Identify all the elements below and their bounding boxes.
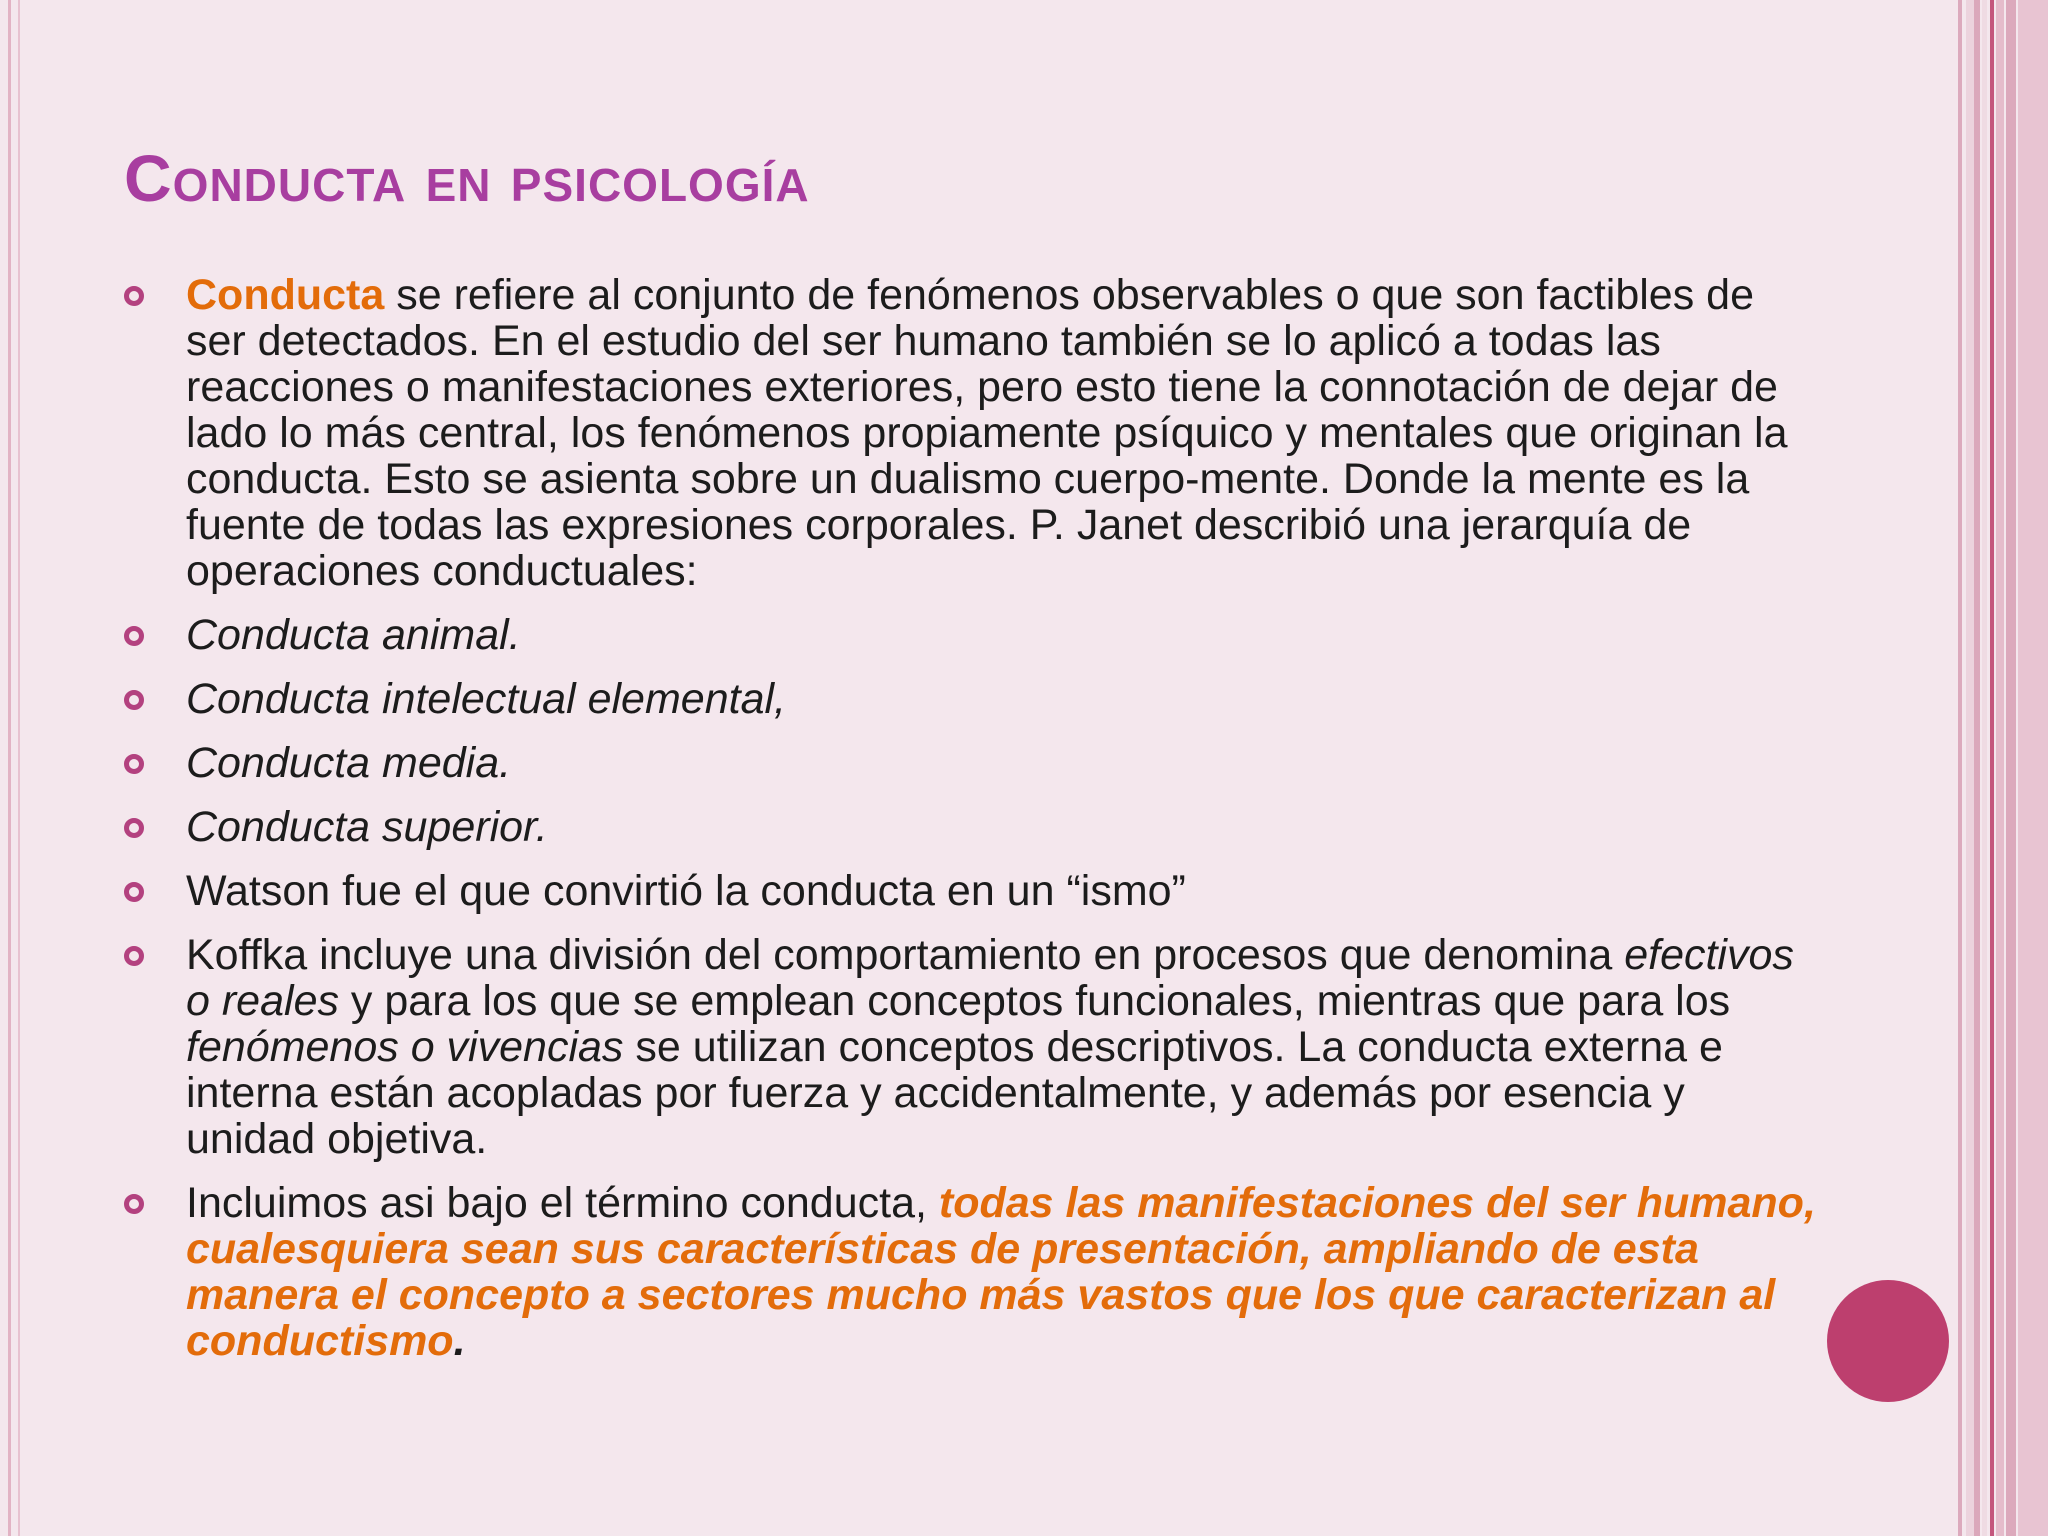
bullet-text: se refiere al conjunto de fenómenos observables o que son factibles de ser detectados. En el estudio del ser humano también se lo aplicó a todas las reacciones o manifestaciones exteriores, pero esto tiene la connotación de dejar de lado lo más central, los fenómenos propiamente psíquico y mentales que originan la conducta. Esto se asienta sobre un dualismo cuerpo-mente. Donde la mente es la fuente de todas las expresiones corporales. P. Janet describió una jerarquía de operaciones conductuales: — [186, 271, 1788, 595]
list-item — [124, 612, 1824, 658]
bullet-text: Conducta intelectual elemental, — [186, 675, 786, 723]
slide-title: Conducta en psicología — [124, 141, 810, 215]
decorative-stripe — [1990, 0, 1994, 1536]
bullet-icon — [124, 946, 144, 966]
decorative-stripe — [1982, 0, 1987, 1536]
list-item — [124, 1180, 1824, 1364]
decorative-stripe — [1958, 0, 1962, 1536]
bullet-text: Koffka incluye una división del comportamiento en procesos que denomina — [186, 931, 1625, 979]
bullet-text: Conducta superior. — [186, 803, 548, 851]
decorative-circle — [1827, 1280, 1949, 1402]
emphasized-text: todas las manifestaciones del ser humano, cualesquiera sean sus características de presentación, ampliando de esta manera el concepto a sectores mucho más vastos que los que caracterizan al conductismo — [186, 1179, 1816, 1365]
bullet-text: se utilizan conceptos descriptivos. La conducta externa e interna están acopladas por fuerza y accidentalmente, y además por esencia y unidad objetiva. — [186, 1023, 1723, 1163]
key-term: Conducta — [186, 271, 385, 319]
bullet-icon — [124, 882, 144, 902]
decorative-stripe — [1974, 0, 1980, 1536]
list-item — [124, 740, 1824, 786]
bullet-text: y para los que se emplean conceptos funcionales, mientras que para los — [338, 977, 1731, 1025]
bullet-icon — [124, 626, 144, 646]
bullet-text: Conducta media. — [186, 739, 512, 787]
list-item — [124, 868, 1824, 914]
bullet-icon — [124, 754, 144, 774]
decorative-stripe — [1996, 0, 2004, 1536]
bullet-list — [124, 272, 1824, 1382]
decorative-stripe — [2018, 0, 2048, 1536]
frame-line — [8, 0, 11, 1536]
decorative-stripe — [2006, 0, 2016, 1536]
italic-term: efectivos o reales — [186, 931, 1794, 1025]
frame-line — [18, 0, 20, 1536]
bullet-icon — [124, 1194, 144, 1214]
bullet-icon — [124, 286, 144, 306]
list-item — [124, 676, 1824, 722]
bullet-text: Watson fue el que convirtió la conducta en un “ismo” — [186, 867, 1186, 915]
list-item — [124, 932, 1824, 1162]
bullet-text: Incluimos asi bajo el término conducta, — [186, 1179, 939, 1227]
decorative-stripe — [1966, 0, 1974, 1536]
italic-term: fenómenos o vivencias — [186, 1023, 624, 1071]
end-period: . — [453, 1317, 466, 1365]
bullet-icon — [124, 818, 144, 838]
list-item — [124, 804, 1824, 850]
list-item — [124, 272, 1824, 594]
bullet-text: Conducta animal. — [186, 611, 521, 659]
bullet-icon — [124, 690, 144, 710]
